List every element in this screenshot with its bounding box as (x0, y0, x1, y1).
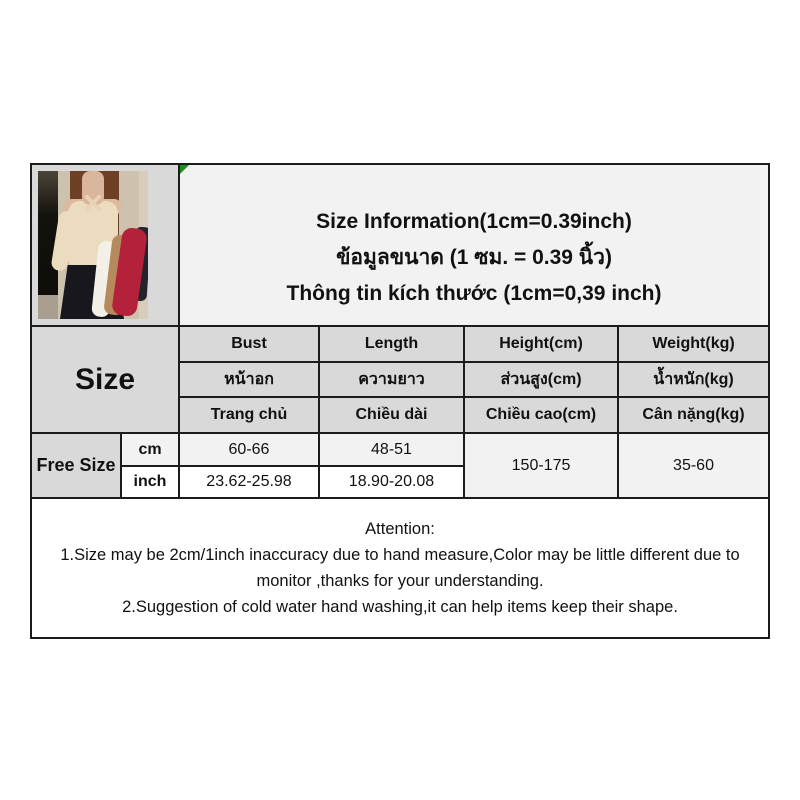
title-thai: ข้อมูลขนาด (1 ซม. = 0.39 นิ้ว) (336, 246, 612, 269)
title-vietnamese: Thông tin kích thước (1cm=0,39 inch) (286, 282, 662, 305)
unit-inch-cell: inch (121, 466, 179, 498)
col-header-height-en: Height(cm) (464, 326, 618, 362)
weight-value: 35-60 (618, 433, 769, 498)
size-value-cell: Free Size (31, 433, 121, 498)
unit-cm-cell: cm (121, 433, 179, 466)
attention-note-2: 2.Suggestion of cold water hand washing,it can help items keep their shape. (122, 598, 678, 616)
attention-section (31, 498, 769, 638)
col-header-length-th: ความยาว (319, 362, 464, 397)
title-cell (179, 164, 769, 326)
length-inch-value: 18.90-20.08 (319, 466, 464, 498)
attention-note-1: 1.Size may be 2cm/1inch inaccuracy due to hand measure,Color may be little different due to monitor ,thanks for your understanding. (60, 546, 740, 590)
col-header-bust-vi: Trang chủ (179, 397, 319, 433)
col-header-height-vi: Chiều cao(cm) (464, 397, 618, 433)
title-english: Size Information(1cm=0.39inch) (316, 210, 632, 233)
col-header-weight-th: น้ำหนัก(kg) (618, 362, 769, 397)
col-header-bust-en: Bust (179, 326, 319, 362)
bust-inch-value: 23.62-25.98 (179, 466, 319, 498)
size-header-cell: Size (31, 326, 179, 433)
photo-cell (31, 164, 179, 326)
product-photo (38, 171, 148, 319)
length-cm-value: 48-51 (319, 433, 464, 466)
green-corner-marker-icon (180, 165, 189, 174)
height-value: 150-175 (464, 433, 618, 498)
col-header-weight-en: Weight(kg) (618, 326, 769, 362)
bust-cm-value: 60-66 (179, 433, 319, 466)
col-header-length-en: Length (319, 326, 464, 362)
col-header-weight-vi: Cân nặng(kg) (618, 397, 769, 433)
photo-floor (38, 295, 58, 319)
photo-halter-straps (85, 195, 101, 211)
size-info-title (180, 178, 768, 312)
size-table (30, 163, 770, 639)
col-header-length-vi: Chiều dài (319, 397, 464, 433)
col-header-height-th: ส่วนสูง(cm) (464, 362, 618, 397)
attention-heading: Attention: (365, 520, 435, 538)
col-header-bust-th: หน้าอก (179, 362, 319, 397)
